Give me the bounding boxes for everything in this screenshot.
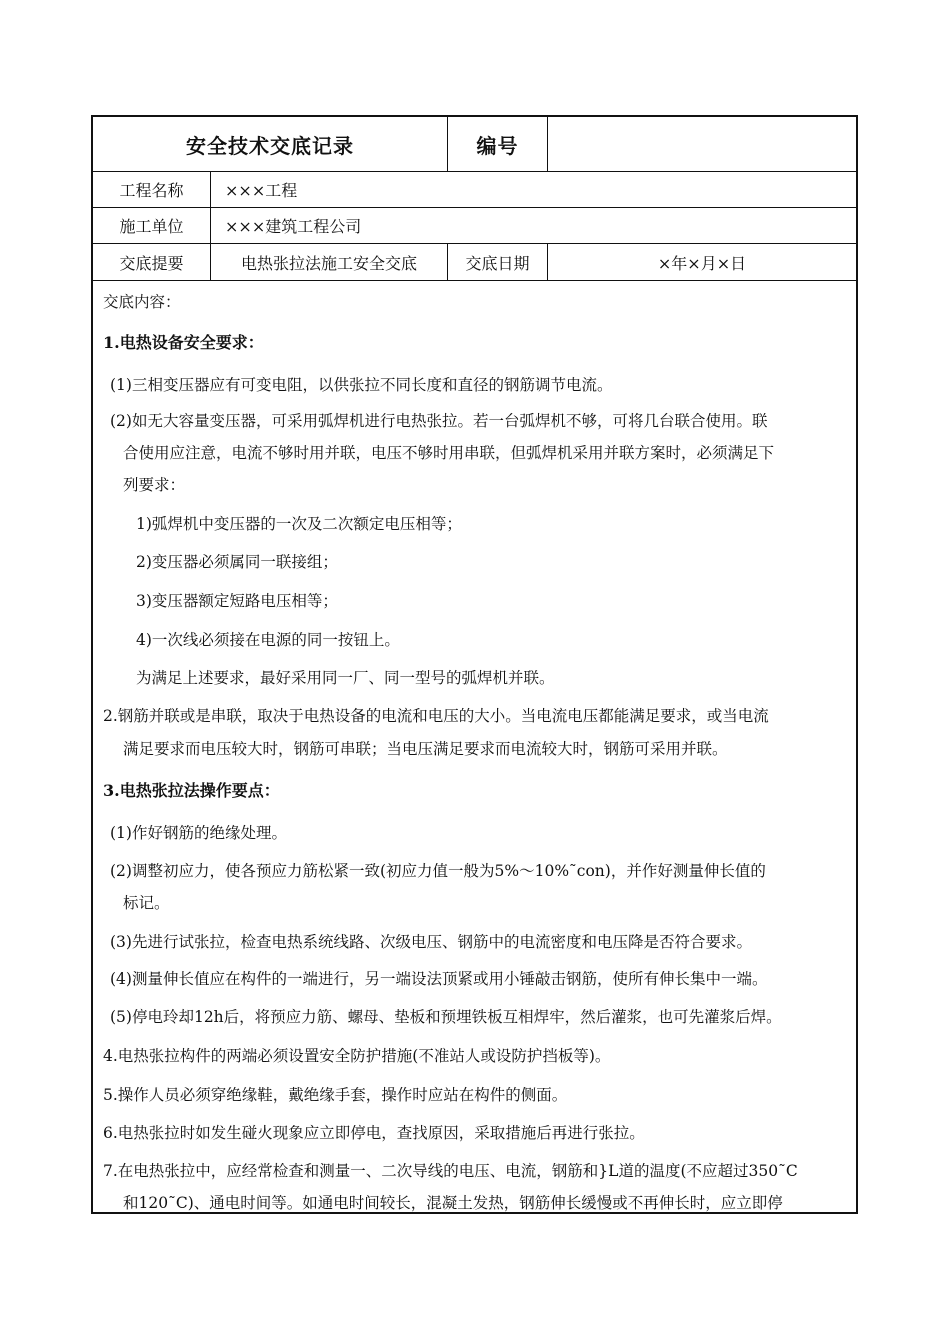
content-line: 2.钢筋并联或是串联，取决于电热设备的电流和电压的大小。当电流电压都能满足要求，或当电流 — [103, 707, 769, 725]
content-line: 3)变压器额定短路电压相等； — [136, 592, 338, 610]
summary-label: 交底提要 — [93, 244, 211, 280]
summary-value: 电热张拉法施工安全交底 — [211, 244, 448, 280]
document-title: 安全技术交底记录 — [93, 117, 448, 171]
disclosure-content — [93, 281, 856, 1212]
content-line: (1)作好钢筋的绝缘处理。 — [110, 824, 287, 842]
section-heading: 1.电热设备安全要求： — [103, 333, 264, 352]
section-heading: 3.电热张拉法操作要点： — [103, 781, 280, 800]
project-row — [93, 172, 856, 208]
content-intro: 交底内容： — [103, 293, 181, 311]
content-line: 2)变压器必须属同一联接组； — [136, 553, 338, 571]
content-line: (5)停电玲却12h后，将预应力筋、螺母、垫板和预埋铁板互相焊牢，然后灌浆，也可先灌浆后焊。 — [110, 1008, 782, 1026]
number-label: 编号 — [448, 117, 548, 171]
project-value: ×××工程 — [225, 181, 298, 200]
content-line: 1)弧焊机中变压器的一次及二次额定电压相等； — [136, 515, 462, 533]
content-line: 标记。 — [123, 894, 170, 912]
content-line: 4)一次线必须接在电源的同一按钮上。 — [136, 631, 400, 649]
content-line: (1)三相变压器应有可变电阻，以供张拉不同长度和直径的钢筋调节电流。 — [110, 376, 613, 394]
content-line: (4)测量伸长值应在构件的一端进行，另一端设法顶紧或用小锤敲击钢筋，使所有伸长集中一端。 — [110, 970, 768, 988]
disclosure-record-table — [91, 115, 858, 1214]
date-value: ×年×月×日 — [657, 253, 747, 273]
contractor-label: 施工单位 — [93, 208, 211, 243]
title-row — [93, 117, 856, 172]
content-line: 为满足上述要求，最好采用同一厂、同一型号的弧焊机并联。 — [136, 669, 555, 687]
contractor-row — [93, 208, 856, 244]
summary-row — [93, 244, 856, 281]
content-line: 和120˜C)、通电时间等。如通电时间较长，混凝土发热，钢筋伸长缓慢或不再伸长时，应立即停 — [123, 1194, 783, 1212]
content-line: 5.操作人员必须穿绝缘鞋，戴绝缘手套，操作时应站在构件的侧面。 — [103, 1086, 568, 1104]
content-line: 列要求： — [123, 476, 186, 494]
project-label: 工程名称 — [93, 172, 211, 207]
content-line: (3)先进行试张拉，检查电热系统线路、次级电压、钢筋中的电流密度和电压降是否符合要求。 — [110, 933, 752, 951]
content-line: (2)调整初应力，使各预应力筋松紧一致(初应力值一般为5%～10%˜con)，并作好测量伸长值的 — [110, 862, 766, 880]
number-value — [548, 117, 856, 171]
content-line: 6.电热张拉时如发生碰火现象应立即停电，查找原因，采取措施后再进行张拉。 — [103, 1124, 645, 1142]
content-line: 合使用应注意，电流不够时用并联，电压不够时用串联，但弧焊机采用并联方案时，必须满足下 — [123, 444, 775, 462]
contractor-value: ×××建筑工程公司 — [225, 217, 362, 236]
content-line: 满足要求而电压较大时，钢筋可串联；当电压满足要求而电流较大时，钢筋可采用并联。 — [123, 740, 728, 758]
content-line: (2)如无大容量变压器，可采用弧焊机进行电热张拉。若一台弧焊机不够，可将几台联合使用。联 — [110, 412, 768, 430]
content-line: 7.在电热张拉中，应经常检查和测量一、二次导线的电压、电流，钢筋和}L道的温度(不应超过350˜C — [103, 1162, 798, 1180]
content-line: 4.电热张拉构件的两端必须设置安全防护措施(不准站人或设防护挡板等)。 — [103, 1047, 611, 1065]
date-label: 交底日期 — [448, 244, 548, 280]
